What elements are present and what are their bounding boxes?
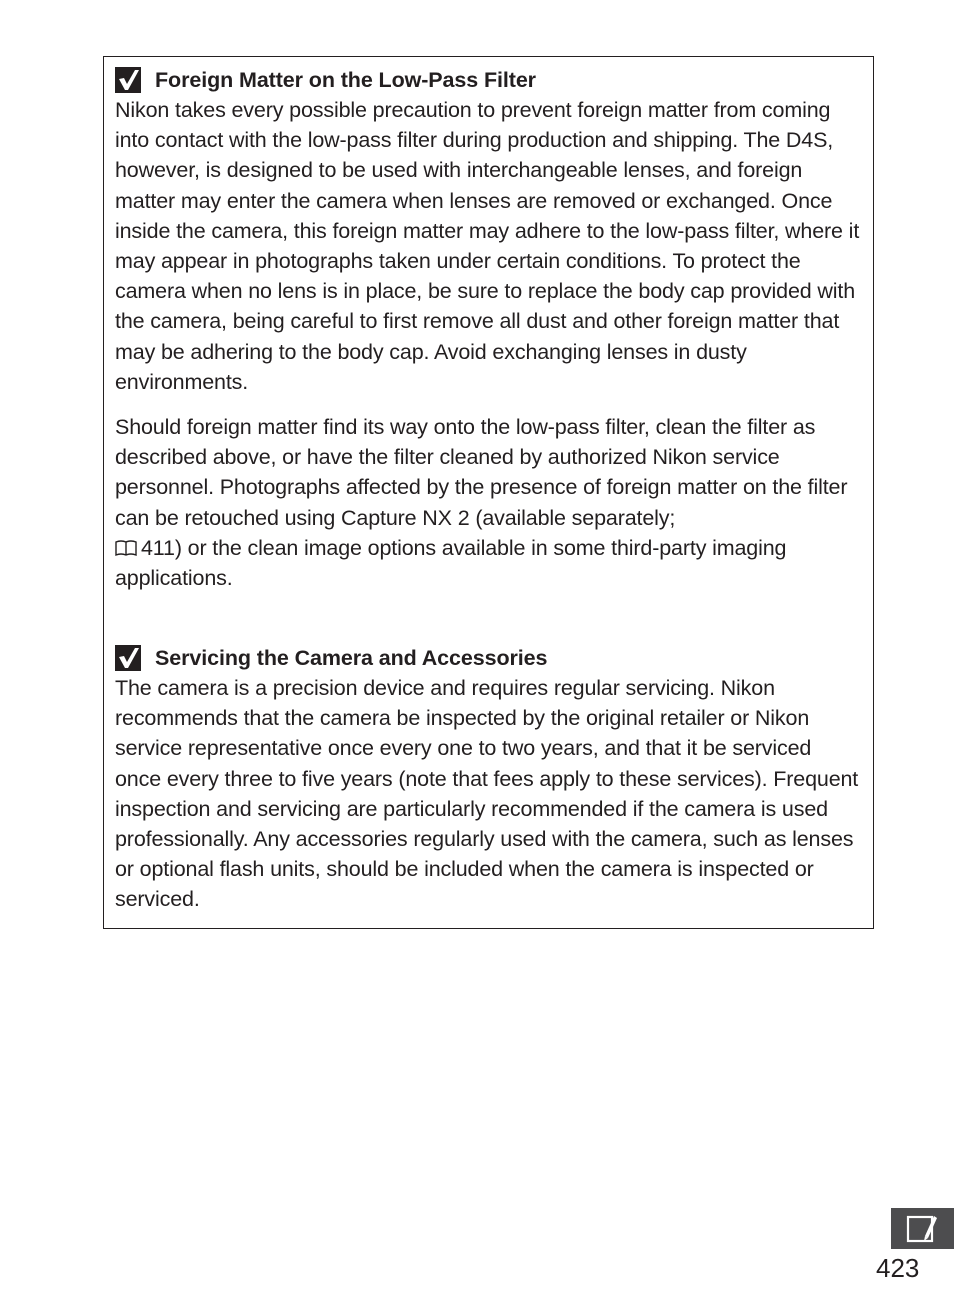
section-title: Servicing the Camera and Accessories bbox=[155, 645, 548, 670]
book-reference-icon bbox=[115, 535, 137, 553]
paragraph-text: Should foreign matter find its way onto the low-pass filter, clean the filter as described above, or have the filter cleaned by authorized Nikon service personnel. Photographs affected by the presence of foreign matter on the filter can be retouched using Capture NX 2 (available separately; bbox=[115, 415, 848, 530]
paragraph-text: 411) or the clean image options available in some third-party imaging applications. bbox=[115, 535, 787, 591]
section-heading bbox=[115, 643, 863, 673]
checkmark-note-icon bbox=[115, 67, 141, 93]
note-foreign-matter bbox=[115, 65, 863, 593]
section-title: Foreign Matter on the Low-Pass Filter bbox=[155, 67, 536, 92]
note-box bbox=[103, 56, 874, 929]
section-heading bbox=[115, 65, 863, 95]
body-paragraph: The camera is a precision device and requires regular servicing. Nikon recommends that the camera be inspected by the original retailer or Nikon service representative once every one to two years, and that it be serviced once every three to five years (note that fees apply to these services). Frequent inspection and servicing are particularly recommended if the camera is used professionally. Any accessories regularly used with the camera, such as lenses or optional flash units, should be included when the camera is inspected or serviced. bbox=[115, 676, 859, 912]
body-paragraph: Nikon takes every possible precaution to prevent foreign matter from coming into contact with the low-pass filter during production and shipping. The D4S, however, is designed to be used with interchangeable lenses, and foreign matter may enter the camera when lenses are removed or exchanged. Once inside the camera, this foreign matter may adhere to the low-pass filter, where it may appear in photographs taken under certain conditions. To protect the camera when no lens is in place, be sure to replace the body cap provided with the camera, being careful to first remove all dust and other foreign matter that may be adhering to the body cap. Avoid exchanging lenses in dusty environments. bbox=[115, 98, 860, 394]
note-servicing bbox=[115, 643, 863, 915]
page-number: 423 bbox=[876, 1253, 920, 1283]
checkmark-note-icon bbox=[115, 645, 141, 671]
body-paragraph bbox=[115, 412, 863, 593]
section-tab bbox=[891, 1208, 954, 1249]
